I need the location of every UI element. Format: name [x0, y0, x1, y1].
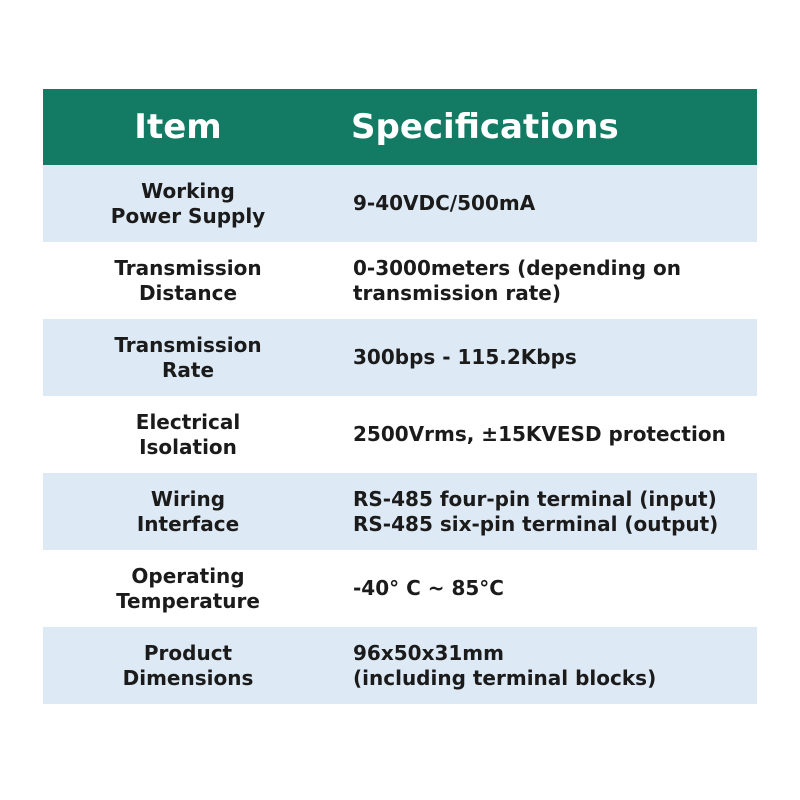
item-line: Power Supply — [110, 203, 266, 228]
spec-line: -40° C ~ 85°C — [353, 576, 504, 600]
row-spec-value — [333, 256, 757, 306]
header-item: Item — [134, 107, 222, 147]
row-spec-value — [333, 576, 757, 601]
row-item-label — [43, 410, 333, 460]
specifications-table — [43, 89, 757, 704]
item-line: Electrical — [135, 409, 241, 434]
table-row — [43, 627, 757, 704]
row-item-label — [43, 333, 333, 383]
row-spec-value — [333, 422, 757, 447]
spec-line: 0-3000meters (depending on — [353, 255, 681, 280]
item-line: Operating — [131, 563, 245, 588]
spec-line: transmission rate) — [353, 280, 561, 305]
item-line: Interface — [136, 511, 240, 536]
row-item-label — [43, 256, 333, 306]
item-line: Dimensions — [122, 665, 254, 690]
item-line: Distance — [138, 280, 238, 305]
item-line: Transmission — [114, 332, 262, 357]
spec-line: 2500Vrms, ±15KVESD protection — [353, 422, 726, 446]
row-spec-value — [333, 641, 757, 691]
item-line: Isolation — [139, 434, 237, 459]
spec-line: RS-485 four-pin terminal (input) — [353, 486, 717, 511]
table-row — [43, 165, 757, 242]
item-line: Product — [143, 640, 233, 665]
spec-line: RS-485 six-pin terminal (output) — [353, 511, 719, 536]
item-line: Wiring — [150, 486, 226, 511]
table-row — [43, 319, 757, 396]
spec-line: 9-40VDC/500mA — [353, 191, 536, 215]
spec-line: 96x50x31mm — [353, 640, 504, 665]
item-line: Transmission — [114, 255, 262, 280]
row-item-label — [43, 564, 333, 614]
table-row — [43, 473, 757, 550]
item-line: Temperature — [116, 588, 260, 613]
table-row — [43, 550, 757, 627]
row-spec-value — [333, 345, 757, 370]
item-line: Rate — [161, 357, 215, 382]
spec-line: (including terminal blocks) — [353, 665, 657, 690]
table-row — [43, 242, 757, 319]
row-spec-value — [333, 487, 757, 537]
row-item-label — [43, 641, 333, 691]
table-row — [43, 396, 757, 473]
row-spec-value — [333, 191, 757, 216]
table-header — [43, 89, 757, 165]
row-item-label — [43, 487, 333, 537]
row-item-label — [43, 179, 333, 229]
header-specifications: Specifications — [351, 107, 619, 147]
spec-line: 300bps - 115.2Kbps — [353, 345, 577, 369]
item-line: Working — [141, 178, 235, 203]
